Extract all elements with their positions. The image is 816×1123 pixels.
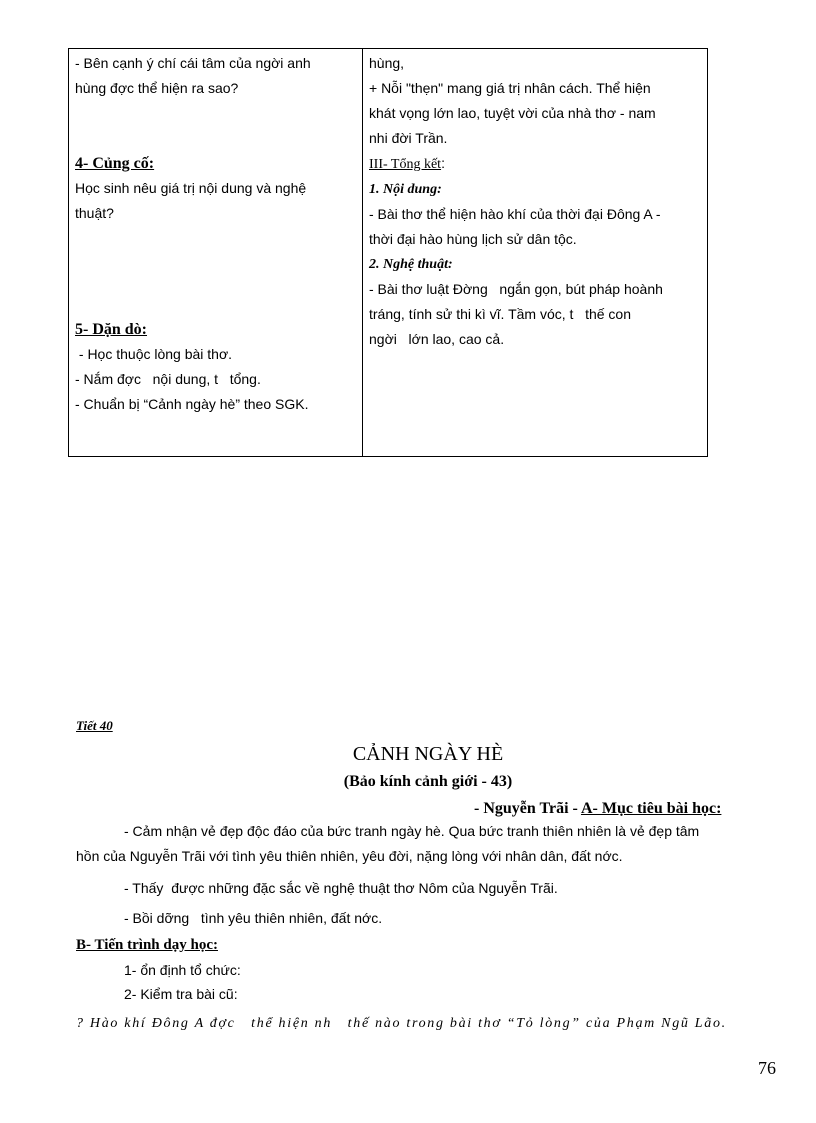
consolidate-line: thuật? [75,205,114,221]
summary-heading: III- Tổng kết [369,157,442,172]
summary-heading-line: III- Tổng kết: [369,155,445,172]
content-line: + Nỗi "thẹn" mang giá trị nhân cách. Thể hiện [369,80,651,96]
homework-item: - Chuẩn bị “Cảnh ngày hè” theo SGK. [75,396,309,412]
consolidate-line: Học sinh nêu giá trị nội dung và nghệ [75,180,307,196]
step-item: 1- ổn định tổ chức: [124,962,241,978]
table-cell-activities [69,49,363,457]
question-line: - Bên cạnh ý chí cái tâm của ngời anh [75,55,311,71]
author: - Nguyễn Trãi - [474,800,581,817]
step-item: 2- Kiểm tra bài cũ: [124,986,238,1002]
objective-line: - Cảm nhận vẻ đẹp độc đáo của bức tranh ngày hè. Qua bức tranh thiên nhiên là vẻ đẹp tâm [124,823,700,839]
homework-item: - Học thuộc lòng bài thơ. [75,346,233,362]
author-line [474,800,721,818]
content-line: hùng, [369,55,405,71]
question-line: hùng đợc thể hiện ra sao? [75,80,239,96]
review-question: ? Hào khí Đông A đợc thể hiện nh thế nào trong bài thơ “Tỏ lòng” của Phạm Ngũ Lão. [76,1016,727,1031]
lesson-table [68,48,708,457]
art-line: ngời lớn lao, cao cả. [369,331,505,347]
objective-line: - Bồi dỡng tình yêu thiên nhiên, đất nớc. [124,910,383,926]
content-line: khát vọng lớn lao, tuyệt vời của nhà thơ - nam [369,105,656,121]
art-line: - Bài thơ luật Đờng ngắn gọn, bút pháp hoành [369,281,663,297]
homework-item: - Nắm đợc nội dung, t tổng. [75,371,261,387]
page-title: CẢNH NGÀY HÈ [352,743,504,765]
table-row [69,49,708,457]
art-heading: 2. Nghệ thuật: [369,257,453,272]
table-cell-content [363,49,708,457]
objective-line: - Thấy được những đặc sắc về nghệ thuật thơ Nôm của Nguyễn Trãi. [124,880,558,896]
page-number: 76 [758,1058,776,1078]
objective-line: hồn của Nguyễn Trãi với tình yêu thiên nhiên, yêu đời, nặng lòng với nhân dân, đất nớc. [76,848,623,864]
content-line: thời đại hào hùng lịch sử dân tộc. [369,231,577,247]
process-heading: B- Tiến trình dạy học: [76,937,218,953]
content-heading: 1. Nội dung: [369,182,442,197]
art-line: tráng, tính sử thi kì vĩ. Tầm vóc, t thế con [369,306,632,322]
lesson-number: Tiết 40 [76,718,113,733]
consolidate-heading: 4- Củng cố: [75,155,155,172]
homework-heading: 5- Dặn dò: [75,321,148,338]
content-line: nhi đời Trần. [369,130,448,146]
page-subtitle: (Bảo kính cảnh giới - 43) [343,773,513,790]
content-line: - Bài thơ thể hiện hào khí của thời đại Đông A - [369,206,661,222]
objectives-heading: A- Mục tiêu bài học: [580,800,722,817]
